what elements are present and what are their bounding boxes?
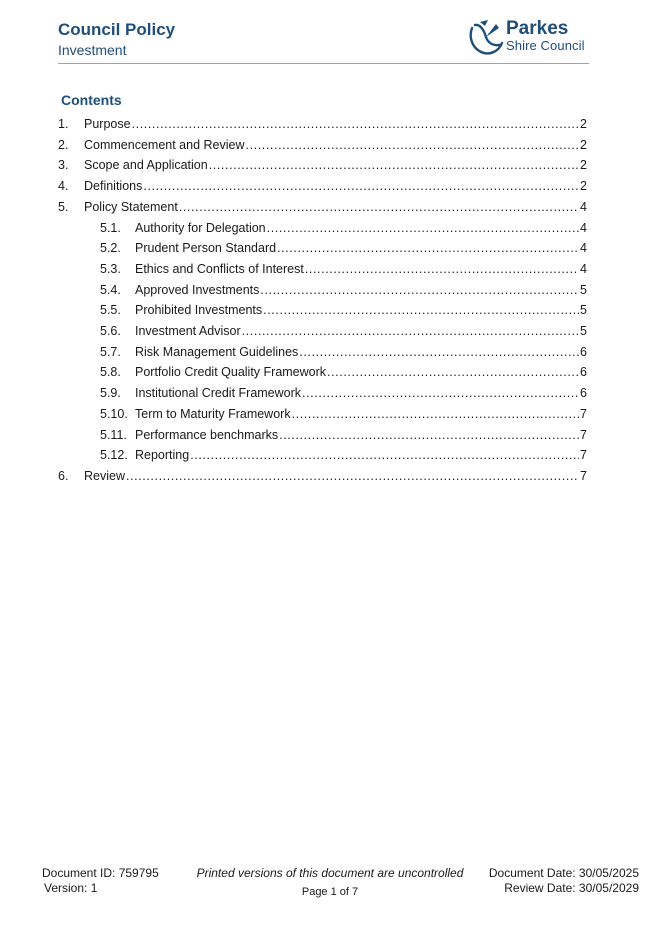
toc-entry[interactable] xyxy=(0,238,645,258)
toc-entry[interactable] xyxy=(0,425,645,445)
toc-entry[interactable] xyxy=(0,155,645,175)
toc-entry[interactable] xyxy=(0,342,645,362)
toc-entry-number: 5.5. xyxy=(100,303,121,318)
toc-entry-number: 5.6. xyxy=(100,324,121,338)
toc-dot-leader xyxy=(277,238,579,258)
page-number: Page 1 of 7 xyxy=(301,886,359,898)
toc-entry-page: 4 xyxy=(580,241,587,256)
toc-entry[interactable] xyxy=(0,280,645,300)
toc-dot-leader xyxy=(143,176,579,196)
toc-entry-page: 6 xyxy=(580,344,587,359)
toc-dot-leader xyxy=(263,300,579,320)
document-id: Document ID: 759795 xyxy=(42,866,159,880)
toc-entry-label: Prudent Person Standard xyxy=(135,241,277,256)
toc-entry-label: Commencement and Review xyxy=(84,137,245,152)
toc-dot-leader xyxy=(260,280,579,300)
toc-dot-leader xyxy=(302,383,579,403)
toc-entry-label: Purpose xyxy=(84,117,131,131)
toc-entry-number: 5.8. xyxy=(100,365,121,380)
footer-right xyxy=(489,866,639,896)
toc-entry-number: 4. xyxy=(58,179,69,194)
toc-entry-number: 5.1. xyxy=(100,220,121,235)
logo-name: Parkes xyxy=(506,18,569,39)
toc-entry-label: Authority for Delegation xyxy=(135,220,266,235)
toc-entry-number: 5.7. xyxy=(100,344,121,359)
toc-entry[interactable] xyxy=(0,466,645,486)
toc-entry-page: 5 xyxy=(580,303,587,318)
document-version: Version: 1 xyxy=(44,881,98,895)
contents-heading: Contents xyxy=(61,92,122,108)
toc-entry-page: 7 xyxy=(580,448,587,463)
toc-entry-number: 1. xyxy=(58,117,69,131)
toc-entry[interactable] xyxy=(0,259,645,279)
toc-entry[interactable] xyxy=(0,176,645,196)
toc-entry-page: 2 xyxy=(580,137,587,152)
toc-entry-number: 3. xyxy=(58,158,69,173)
toc-entry-number: 5.2. xyxy=(100,241,121,256)
toc-dot-leader xyxy=(209,155,579,175)
uncontrolled-note: Printed versions of this document are uncontrolled xyxy=(196,866,464,880)
toc-dot-leader xyxy=(190,445,579,465)
toc-entry-label: Investment Advisor xyxy=(135,324,241,338)
toc-entry[interactable] xyxy=(0,362,645,382)
toc-entry-number: 2. xyxy=(58,137,69,152)
parkes-bird-logo-icon xyxy=(466,18,506,56)
toc-entry[interactable] xyxy=(0,383,645,403)
toc-entry-label: Term to Maturity Framework xyxy=(135,406,291,421)
toc-entry-page: 2 xyxy=(580,158,587,173)
toc-entry-number: 5.12. xyxy=(100,448,128,463)
toc-dot-leader xyxy=(179,197,579,217)
toc-dot-leader xyxy=(246,135,580,155)
toc-dot-leader xyxy=(292,404,579,424)
toc-entry-page: 2 xyxy=(580,117,587,131)
header-divider xyxy=(58,63,589,64)
toc-entry[interactable] xyxy=(0,404,645,424)
toc-dot-leader xyxy=(242,321,579,341)
toc-entry-label: Prohibited Investments xyxy=(135,303,263,318)
logo-subtitle: Shire Council xyxy=(506,38,585,53)
toc-entry-label: Portfolio Credit Quality Framework xyxy=(135,365,327,380)
toc-dot-leader xyxy=(305,259,579,279)
toc-entry-number: 5.9. xyxy=(100,386,121,401)
toc-entry-label: Scope and Application xyxy=(84,158,208,173)
toc-entry-number: 5.11. xyxy=(100,427,127,442)
footer-center xyxy=(180,866,480,900)
footer-left xyxy=(42,866,159,896)
toc-entry-number: 5.4. xyxy=(100,282,121,297)
toc-entry-label: Policy Statement xyxy=(84,199,178,214)
toc-entry[interactable] xyxy=(0,197,645,217)
toc-entry-label: Reporting xyxy=(135,448,190,463)
toc-entry-page: 6 xyxy=(580,386,587,401)
toc-dot-leader xyxy=(299,342,579,362)
toc-dot-leader xyxy=(267,218,579,238)
toc-entry-number: 5.10. xyxy=(100,406,128,421)
toc-dot-leader xyxy=(279,425,579,445)
toc-entry-page: 7 xyxy=(580,427,587,442)
toc-entry-label: Ethics and Conflicts of Interest xyxy=(135,261,304,276)
review-date: Review Date: 30/05/2029 xyxy=(504,881,639,895)
toc-entry-label: Institutional Credit Framework xyxy=(135,386,302,401)
toc-entry-page: 4 xyxy=(580,220,587,235)
toc-entry[interactable] xyxy=(0,218,645,238)
toc-entry-page: 5 xyxy=(580,282,587,297)
council-logo xyxy=(466,18,590,60)
toc-entry[interactable] xyxy=(0,135,645,155)
toc-entry-page: 6 xyxy=(580,365,587,380)
toc-entry-label: Performance benchmarks xyxy=(135,427,279,442)
toc-entry-label: Approved Investments xyxy=(135,282,260,297)
toc-entry[interactable] xyxy=(0,321,645,341)
toc-entry[interactable] xyxy=(0,114,645,134)
toc-dot-leader xyxy=(327,362,579,382)
toc-dot-leader xyxy=(126,466,579,486)
toc-entry-number: 6. xyxy=(58,468,69,483)
toc-entry-page: 4 xyxy=(580,199,587,214)
toc-entry-page: 5 xyxy=(580,324,587,338)
toc-entry-page: 2 xyxy=(580,179,587,194)
toc-entry-label: Risk Management Guidelines xyxy=(135,344,299,359)
toc-entry-number: 5. xyxy=(58,199,69,214)
toc-entry-page: 7 xyxy=(580,406,587,421)
toc-dot-leader xyxy=(132,114,579,134)
toc-entry-page: 4 xyxy=(580,261,587,276)
document-title: Council Policy xyxy=(58,20,176,39)
toc-entry-label: Review xyxy=(84,468,125,483)
toc-entry-number: 5.3. xyxy=(100,261,121,276)
toc-entry-page: 7 xyxy=(580,468,587,483)
document-subtitle: Investment xyxy=(58,42,127,58)
toc-entry[interactable] xyxy=(0,300,645,320)
document-date: Document Date: 30/05/2025 xyxy=(488,866,639,880)
toc-entry-label: Definitions xyxy=(84,179,143,194)
toc-entry[interactable] xyxy=(0,445,645,465)
document-header xyxy=(58,20,175,60)
